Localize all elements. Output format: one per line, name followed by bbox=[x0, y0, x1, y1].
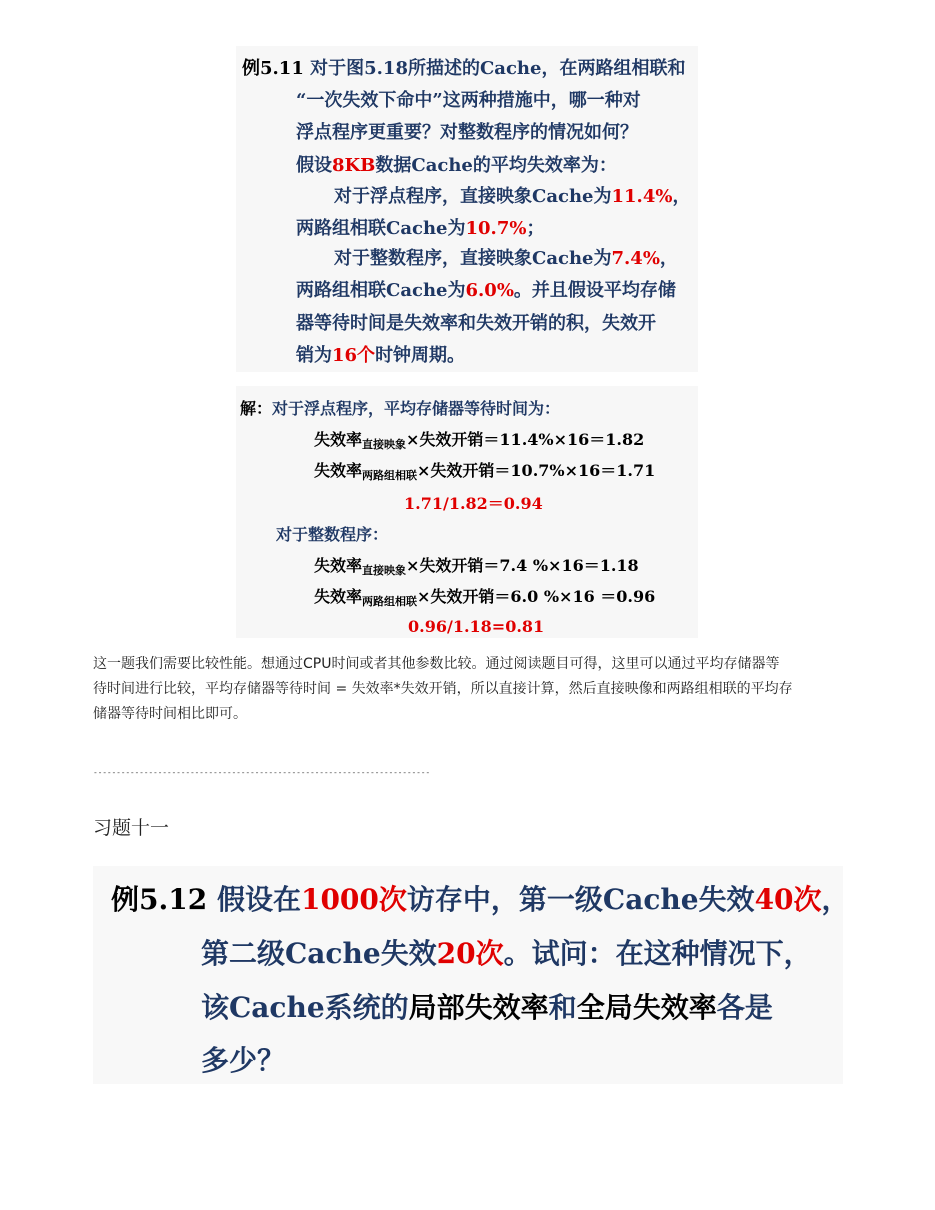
example-5-11-panel bbox=[236, 46, 698, 372]
formula-subscript: 直接映象 bbox=[362, 564, 407, 577]
ratio-result: 1.71/1.82＝0.94 bbox=[404, 494, 543, 513]
note-line: 储器等待时间相比即可。 bbox=[93, 706, 247, 722]
highlight-value: 10.7% bbox=[465, 218, 527, 239]
formula-line bbox=[314, 553, 639, 578]
problem-line bbox=[296, 214, 544, 240]
problem-line bbox=[334, 244, 678, 270]
explanation-note bbox=[93, 652, 853, 727]
formula-term: 失效率 bbox=[314, 461, 363, 480]
problem-line bbox=[296, 341, 465, 367]
text-segment: 数据Cache的平均失效率为： bbox=[375, 155, 617, 176]
highlight-value: 40次 bbox=[754, 883, 822, 916]
formula-term: 失效率 bbox=[314, 556, 363, 575]
formula-rest: ×失效开销＝7.4 %×16＝1.18 bbox=[406, 556, 639, 575]
formula-line bbox=[314, 427, 644, 452]
solution-label: 解： bbox=[240, 399, 273, 418]
problem-line bbox=[334, 182, 690, 208]
text-segment: 对于浮点程序，直接映象Cache为 bbox=[334, 186, 612, 207]
highlight-value: 1000次 bbox=[300, 883, 407, 916]
problem-line bbox=[296, 151, 617, 177]
note-line: 这一题我们需要比较性能。想通过CPU时间或者其他参数比较。通过阅读题目可得，这里可以通过平均存储器等 bbox=[93, 656, 780, 672]
highlight-value: 16个 bbox=[332, 345, 376, 366]
note-line: 待时间进行比较，平均存储器等待时间 = 失效率*失效开销，所以直接计算，然后直接映像和两路组相联的平均存 bbox=[93, 681, 793, 697]
highlight-value: 6.0% bbox=[465, 280, 514, 301]
exercise-title: 习题十一 bbox=[93, 817, 170, 839]
text-segment: 访存中，第一级Cache失效 bbox=[406, 883, 755, 916]
formula-line bbox=[314, 584, 655, 609]
problem-line: “一次失效下命中”这两种措施中，哪一种对 bbox=[296, 90, 641, 111]
text-segment: ； bbox=[526, 218, 545, 239]
problem-line: 器等待时间是失效率和失效开销的积，失效开 bbox=[296, 313, 656, 334]
text-segment: 时钟周期。 bbox=[375, 345, 466, 366]
text-segment: ， bbox=[672, 186, 691, 207]
problem-line bbox=[201, 986, 773, 1026]
formula-rest: ×失效开销＝10.7%×16＝1.71 bbox=[417, 461, 656, 480]
problem-text: 对于图5.18所描述的Cache，在两路组相联和 bbox=[310, 58, 686, 79]
solution-panel bbox=[236, 386, 698, 638]
formula-subscript: 直接映象 bbox=[362, 438, 407, 451]
formula-subscript: 两路组相联 bbox=[362, 595, 418, 608]
text-segment: 两路组相联Cache为 bbox=[296, 218, 466, 239]
formula-subscript: 两路组相联 bbox=[362, 469, 418, 482]
text-segment: 。并且假设平均存储 bbox=[513, 280, 676, 301]
text-segment: 和 bbox=[548, 991, 577, 1024]
highlight-value: 20次 bbox=[436, 937, 504, 970]
text-segment: ， bbox=[659, 248, 678, 269]
highlight-value: 11.4% bbox=[611, 186, 673, 207]
key-term: 全局失效率 bbox=[576, 991, 717, 1024]
problem-line bbox=[201, 932, 812, 972]
text-segment: 第二级Cache失效 bbox=[201, 937, 437, 970]
text-segment: 。试问：在这种情况下， bbox=[503, 937, 812, 970]
example-label: 例5.11 bbox=[242, 58, 304, 79]
highlight-value: 7.4% bbox=[611, 248, 660, 269]
text-segment: 对于整数程序，直接映象Cache为 bbox=[334, 248, 612, 269]
highlight-value: 8KB bbox=[332, 155, 376, 176]
text-segment: 假设在 bbox=[216, 883, 301, 916]
formula-line bbox=[314, 458, 655, 483]
example-5-12-panel bbox=[93, 866, 850, 1084]
problem-line bbox=[242, 54, 685, 80]
dashed-divider: ------------------------------------------------------------------------- bbox=[93, 768, 430, 777]
text-segment: 该Cache系统的 bbox=[201, 991, 409, 1024]
ratio-result: 0.96/1.18=0.81 bbox=[408, 617, 545, 636]
example-label: 例5.12 bbox=[111, 883, 208, 916]
formula-rest: ×失效开销＝11.4%×16＝1.82 bbox=[406, 430, 645, 449]
text-segment: ， bbox=[821, 883, 850, 916]
formula-rest: ×失效开销＝6.0 %×16 ＝0.96 bbox=[417, 587, 656, 606]
solution-heading: 对于整数程序： bbox=[276, 525, 389, 544]
solution-heading: 对于浮点程序，平均存储器等待时间为： bbox=[272, 399, 561, 418]
text-segment: 两路组相联Cache为 bbox=[296, 280, 466, 301]
problem-line bbox=[111, 878, 850, 918]
problem-line bbox=[296, 276, 676, 302]
key-term: 局部失效率 bbox=[408, 991, 549, 1024]
text-segment: 各是 bbox=[716, 991, 773, 1024]
solution-line bbox=[240, 396, 560, 419]
formula-term: 失效率 bbox=[314, 587, 363, 606]
problem-line: 浮点程序更重要？对整数程序的情况如何？ bbox=[296, 122, 638, 143]
text-segment: 假设 bbox=[296, 155, 332, 176]
problem-line: 多少？ bbox=[201, 1044, 286, 1077]
text-segment: 销为 bbox=[296, 345, 332, 366]
formula-term: 失效率 bbox=[314, 430, 363, 449]
